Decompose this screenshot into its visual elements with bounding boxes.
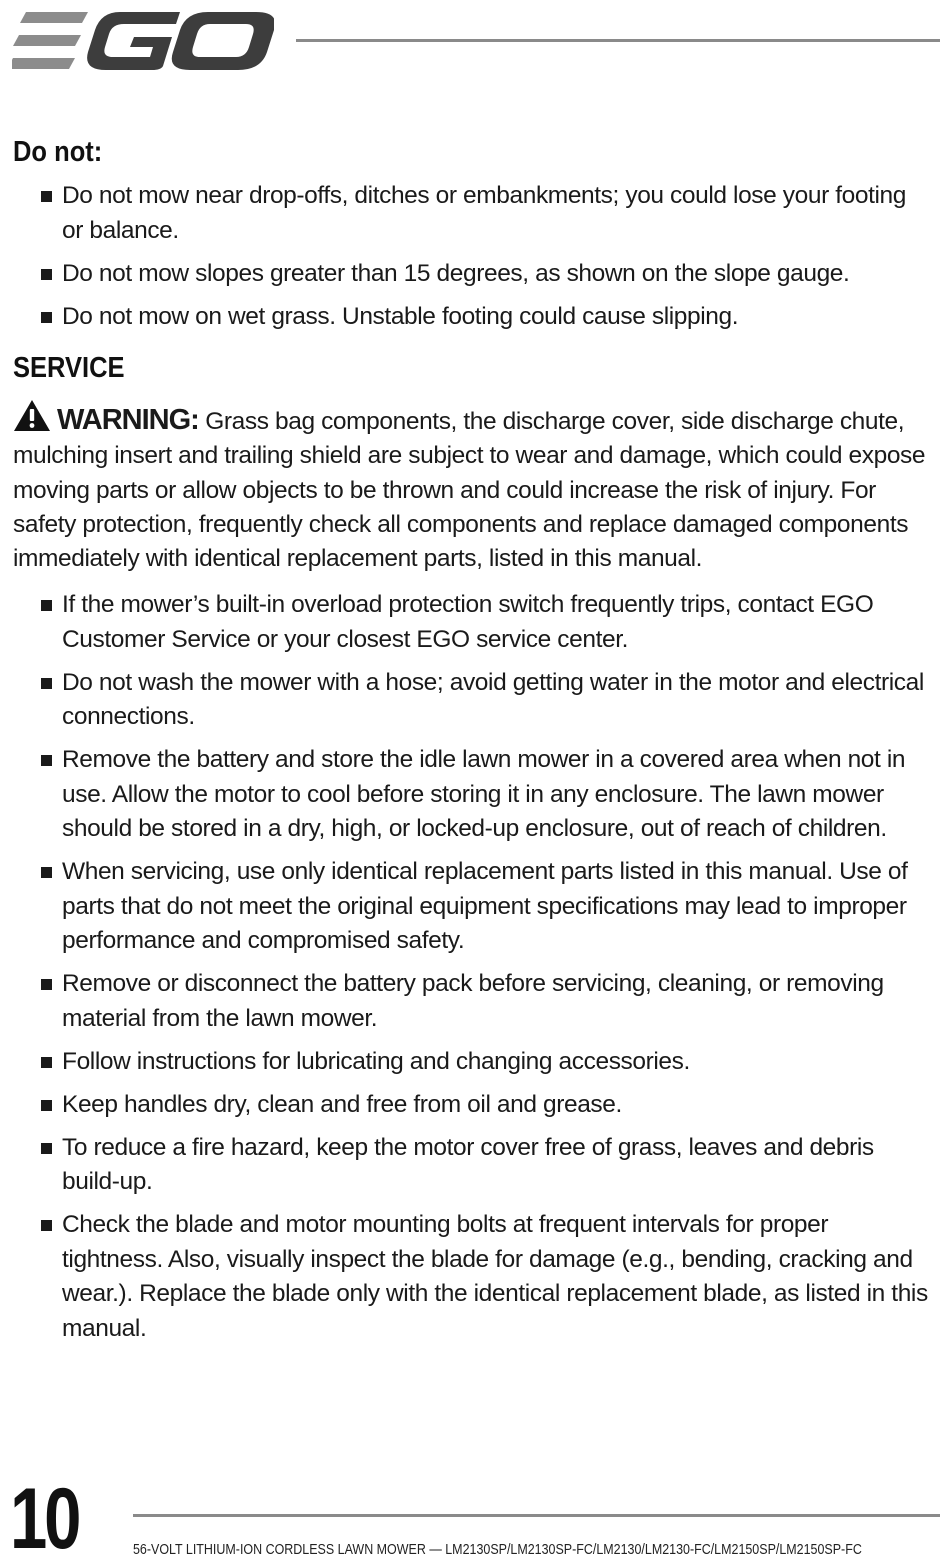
list-item-text: Do not mow near drop-offs, ditches or embankments; you could lose your footing or balance. bbox=[62, 182, 907, 244]
bullet-square-icon bbox=[41, 191, 52, 202]
footer-rule bbox=[133, 1514, 940, 1517]
warning-paragraph bbox=[13, 399, 928, 576]
list-item bbox=[41, 967, 928, 1036]
page-content bbox=[13, 136, 928, 1355]
list-item bbox=[41, 1088, 928, 1123]
list-item-text: If the mower’s built-in overload protection switch frequently trips, contact EGO Customer Service or your closest EGO service center. bbox=[62, 591, 874, 653]
list-item bbox=[41, 588, 928, 657]
list-item bbox=[41, 300, 928, 335]
bullet-square-icon bbox=[41, 1057, 52, 1068]
list-item-text: To reduce a fire hazard, keep the motor cover free of grass, leaves and debris build-up. bbox=[62, 1133, 874, 1196]
bullet-square-icon bbox=[41, 678, 52, 689]
list-item bbox=[41, 257, 928, 292]
header-rule bbox=[296, 39, 940, 42]
warning-triangle-icon bbox=[13, 399, 51, 432]
bullet-square-icon bbox=[41, 600, 52, 611]
bullet-square-icon bbox=[41, 269, 52, 280]
bullet-square-icon bbox=[41, 867, 52, 878]
service-section bbox=[13, 352, 928, 1346]
list-item-text: Remove or disconnect the battery pack before servicing, cleaning, or removing material from the lawn mower. bbox=[62, 970, 884, 1032]
page-number: 10 bbox=[10, 1471, 79, 1567]
list-item-text: Do not wash the mower with a hose; avoid getting water in the motor and electrical connections. bbox=[62, 668, 924, 731]
list-item bbox=[41, 1045, 928, 1080]
list-item-text: Keep handles dry, clean and free from oil and grease. bbox=[62, 1090, 622, 1118]
list-item bbox=[41, 179, 928, 248]
list-item bbox=[41, 1208, 928, 1346]
do-not-heading: Do not: bbox=[13, 136, 103, 168]
list-item-text: When servicing, use only identical replacement parts listed in this manual. Use of parts that do not meet the original equipment specifications may lead to improper performance and compromised safety. bbox=[62, 858, 908, 955]
list-item bbox=[41, 1131, 928, 1200]
bullet-square-icon bbox=[41, 979, 52, 990]
page-header bbox=[0, 0, 950, 80]
list-item bbox=[41, 743, 928, 847]
page-footer bbox=[0, 1470, 950, 1568]
service-list bbox=[13, 588, 928, 1346]
list-item bbox=[41, 666, 928, 735]
bullet-square-icon bbox=[41, 1220, 52, 1231]
bullet-square-icon bbox=[41, 1100, 52, 1111]
bullet-square-icon bbox=[41, 755, 52, 766]
footer-product-line: 56-VOLT LITHIUM-ION CORDLESS LAWN MOWER — LM2130SP/LM2130SP-FC/LM2130/LM2130-FC/LM2150SP/LM2150SP-FC bbox=[133, 1542, 862, 1558]
bullet-square-icon bbox=[41, 312, 52, 323]
list-item-text: Check the blade and motor mounting bolts at frequent intervals for proper tightness. Also, visually inspect the blade for damage (e.g., bending, cracking and wear.). Replace the blade only with the identical replacement blade, as listed in this manual. bbox=[62, 1211, 928, 1342]
list-item-text: Do not mow slopes greater than 15 degrees, as shown on the slope gauge. bbox=[62, 259, 850, 287]
list-item bbox=[41, 855, 928, 959]
warning-label: WARNING: bbox=[57, 404, 199, 436]
warning-text: Grass bag components, the discharge cover, side discharge chute, mulching insert and trailing shield are subject to wear and damage, which could expose moving parts or allow objects to be thrown and could increase the risk of injury. For safety protection, frequently check all components and replace damaged components immediately with identical replacement parts, listed in this manual. bbox=[13, 408, 926, 573]
bullet-square-icon bbox=[41, 1143, 52, 1154]
list-item-text: Remove the battery and store the idle lawn mower in a covered area when not in use. Allow the motor to cool before storing it in any enclosure. The lawn mower should be stored in a dry, high, or locked-up enclosure, out of reach of children. bbox=[62, 746, 906, 843]
do-not-list bbox=[13, 179, 928, 334]
list-item-text: Follow instructions for lubricating and changing accessories. bbox=[62, 1047, 690, 1075]
ego-logo bbox=[12, 10, 274, 72]
service-heading: SERVICE bbox=[13, 352, 125, 384]
list-item-text: Do not mow on wet grass. Unstable footing could cause slipping. bbox=[62, 302, 739, 330]
do-not-section bbox=[13, 136, 928, 334]
